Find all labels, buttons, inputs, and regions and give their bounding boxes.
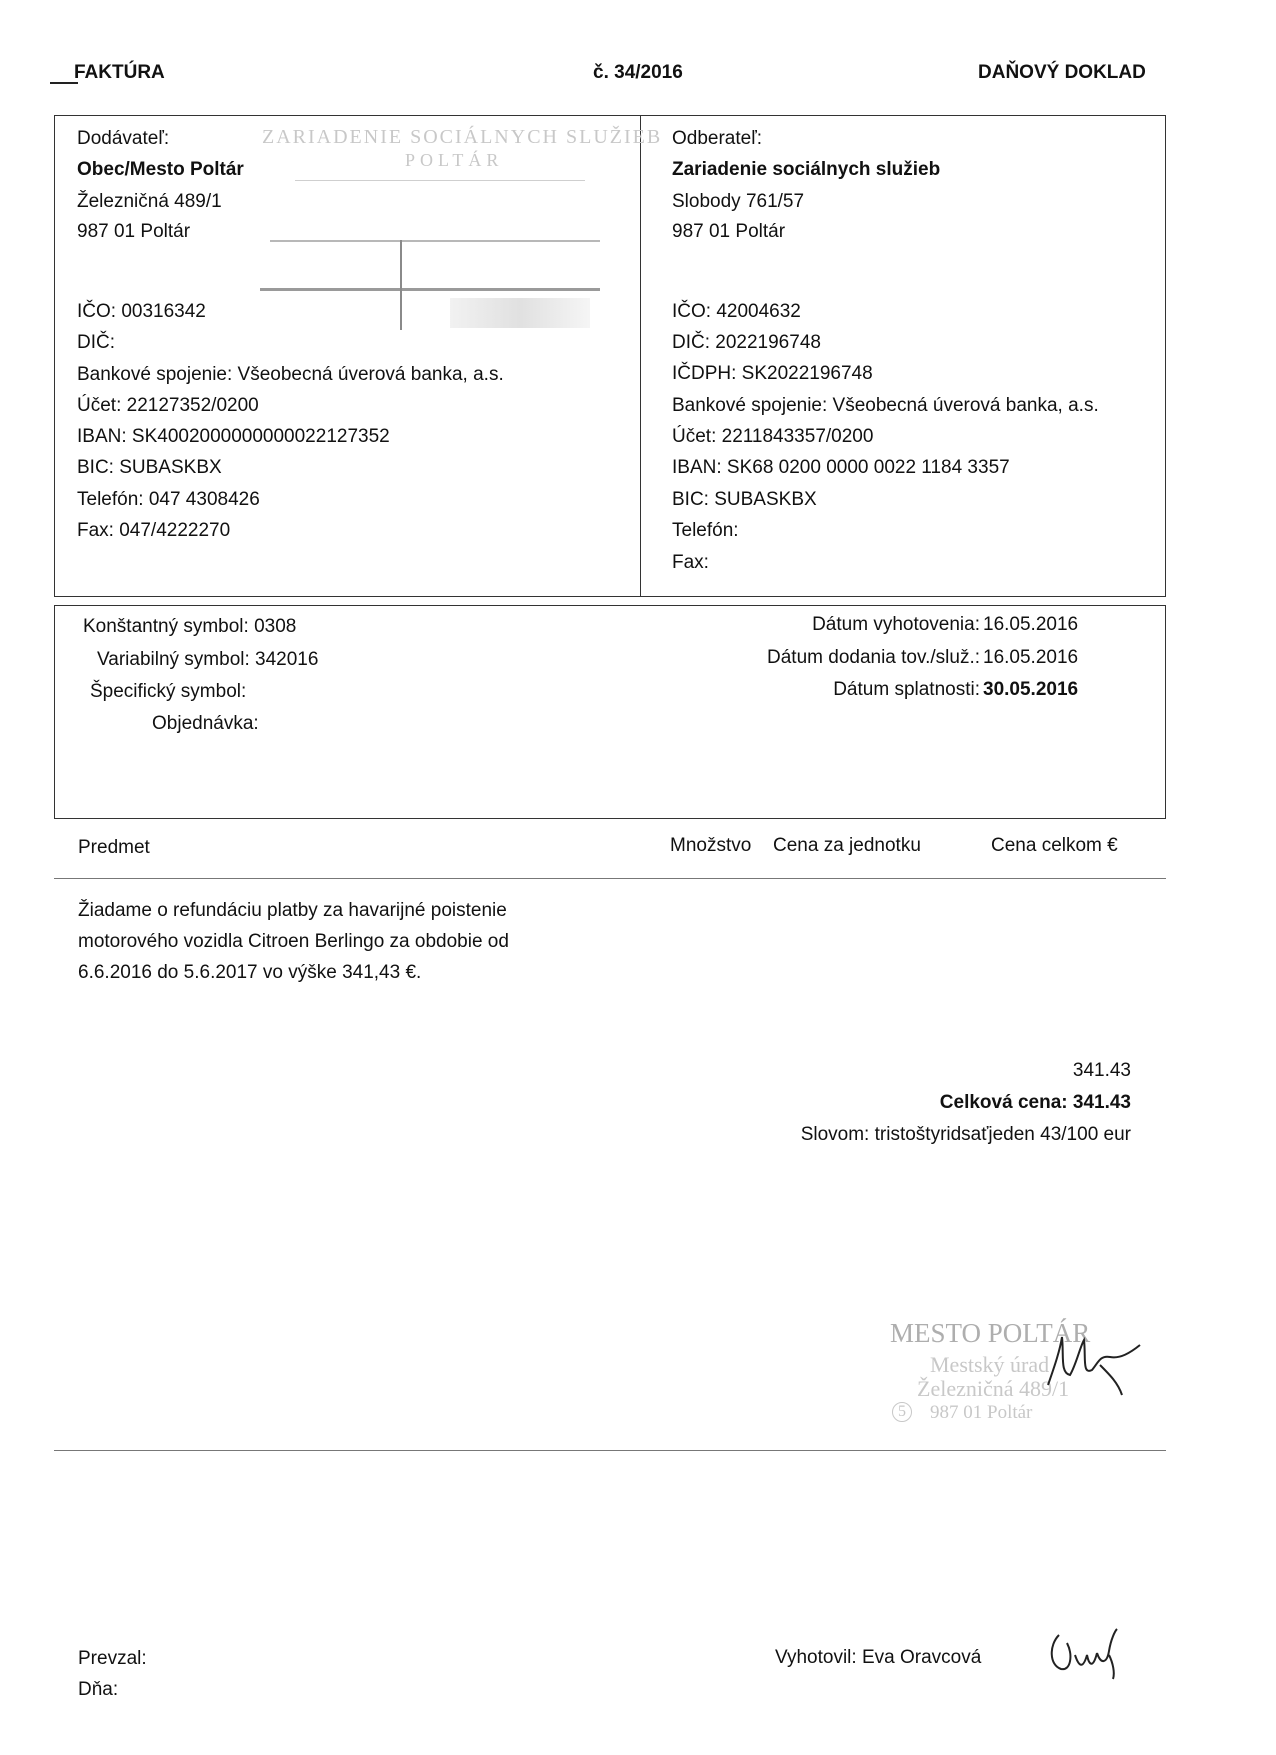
due-date-label: Dátum splatnosti: (833, 679, 980, 700)
issue-date-label: Dátum vyhotovenia: (812, 614, 980, 635)
stamp-signature (1040, 1325, 1145, 1405)
total-price-value: 341.43 (1072, 1092, 1131, 1113)
stamp-city: POLTÁR (405, 150, 504, 170)
stamp-rule-3 (260, 288, 600, 291)
customer-dic: DIČ: 2022196748 (672, 332, 821, 353)
issue-date-value: 16.05.2016 (983, 614, 1079, 635)
constant-symbol: Konštantný symbol: 0308 (83, 616, 297, 637)
header-underline (50, 82, 78, 84)
supplier-iban: IBAN: SK4002000000000022127352 (77, 426, 390, 447)
items-header-rule (54, 878, 1166, 879)
received-by: Prevzal: (78, 1648, 147, 1669)
stamp-text: ZARIADENIE SOCIÁLNYCH SLUŽIEB (262, 126, 663, 148)
customer-name: Zariadenie sociálnych služieb (672, 159, 941, 180)
tax-document-label: DAŇOVÝ DOKLAD (978, 62, 1146, 83)
supplier-stamp (250, 118, 663, 343)
supplier-bic: BIC: SUBASKBX (77, 457, 222, 478)
city-stamp-line-4: 987 01 Poltár (930, 1402, 1033, 1423)
stamp-rule-1 (295, 180, 585, 181)
customer-phone: Telefón: (672, 520, 739, 541)
prepared-by: Vyhotovil: Eva Oravcová (775, 1647, 982, 1668)
order-label: Objednávka: (152, 713, 259, 734)
customer-account: Účet: 2211843357/0200 (672, 426, 874, 447)
due-date-value: 30.05.2016 (983, 679, 1079, 700)
city-stamp-line-2: Mestský úrad (930, 1352, 1050, 1377)
customer-ico: IČO: 42004632 (672, 301, 801, 322)
customer-label: Odberateľ: (672, 128, 763, 149)
col-unit-price: Cena za jednotku (773, 835, 921, 856)
city-stamp-line-3: Železničná 489/1 (917, 1376, 1070, 1401)
stamp-rule-4 (400, 240, 402, 330)
supplier-phone: Telefón: 047 4308426 (77, 489, 260, 510)
supplier-label: Dodávateľ: (77, 128, 170, 149)
supplier-street: Železničná 489/1 (77, 191, 222, 212)
delivery-date-value: 16.05.2016 (983, 647, 1079, 668)
customer-icdph: IČDPH: SK2022196748 (672, 363, 873, 384)
col-quantity: Množstvo (670, 835, 752, 856)
supplier-dic: DIČ: (77, 332, 115, 353)
col-subject: Predmet (78, 837, 150, 858)
supplier-bank: Bankové spojenie: Všeobecná úverová banka, a.s. (77, 364, 504, 385)
description-line-2: motorového vozidla Citroen Berlingo za obdobie od (78, 931, 509, 952)
city-stamp-line-1: MESTO POLTÁR (890, 1318, 1091, 1348)
col-total: Cena celkom € (991, 835, 1118, 856)
city-stamp-number: 5 (892, 1402, 912, 1422)
customer-bank: Bankové spojenie: Všeobecná úverová banka, a.s. (672, 395, 1099, 416)
supplier-fax: Fax: 047/4222270 (77, 520, 231, 541)
customer-city: 987 01 Poltár (672, 221, 786, 242)
stamp-rule-2 (270, 240, 600, 242)
specific-symbol: Špecifický symbol: (90, 681, 247, 702)
customer-fax: Fax: (672, 552, 709, 573)
footer-rule (54, 1450, 1166, 1451)
description-line-1: Žiadame o refundáciu platby za havarijné poistenie (78, 900, 507, 921)
preparer-signature (1045, 1625, 1130, 1680)
invoice-number: č. 34/2016 (593, 62, 683, 83)
supplier-ico: IČO: 00316342 (77, 301, 206, 322)
description-line-3: 6.6.2016 do 5.6.2017 vo výške 341,43 €. (78, 962, 422, 983)
supplier-city: 987 01 Poltár (77, 221, 191, 242)
document-type: FAKTÚRA (74, 62, 165, 83)
delivery-date-label: Dátum dodania tov./služ.: (767, 647, 980, 668)
total-in-words: Slovom: tristoštyridsaťjeden 43/100 eur (800, 1124, 1131, 1145)
customer-street: Slobody 761/57 (672, 191, 805, 212)
supplier-name: Obec/Mesto Poltár (77, 159, 244, 180)
total-price-label: Celková cena: (939, 1092, 1068, 1113)
supplier-account: Účet: 22127352/0200 (77, 395, 259, 416)
customer-bic: BIC: SUBASKBX (672, 489, 817, 510)
variable-symbol: Variabilný symbol: 342016 (97, 649, 319, 670)
subtotal: 341.43 (1072, 1060, 1131, 1081)
total-price (940, 1087, 1131, 1118)
stamp-blur (450, 298, 590, 328)
received-date: Dňa: (78, 1679, 119, 1700)
customer-iban: IBAN: SK68 0200 0000 0022 1184 3357 (672, 457, 1010, 478)
